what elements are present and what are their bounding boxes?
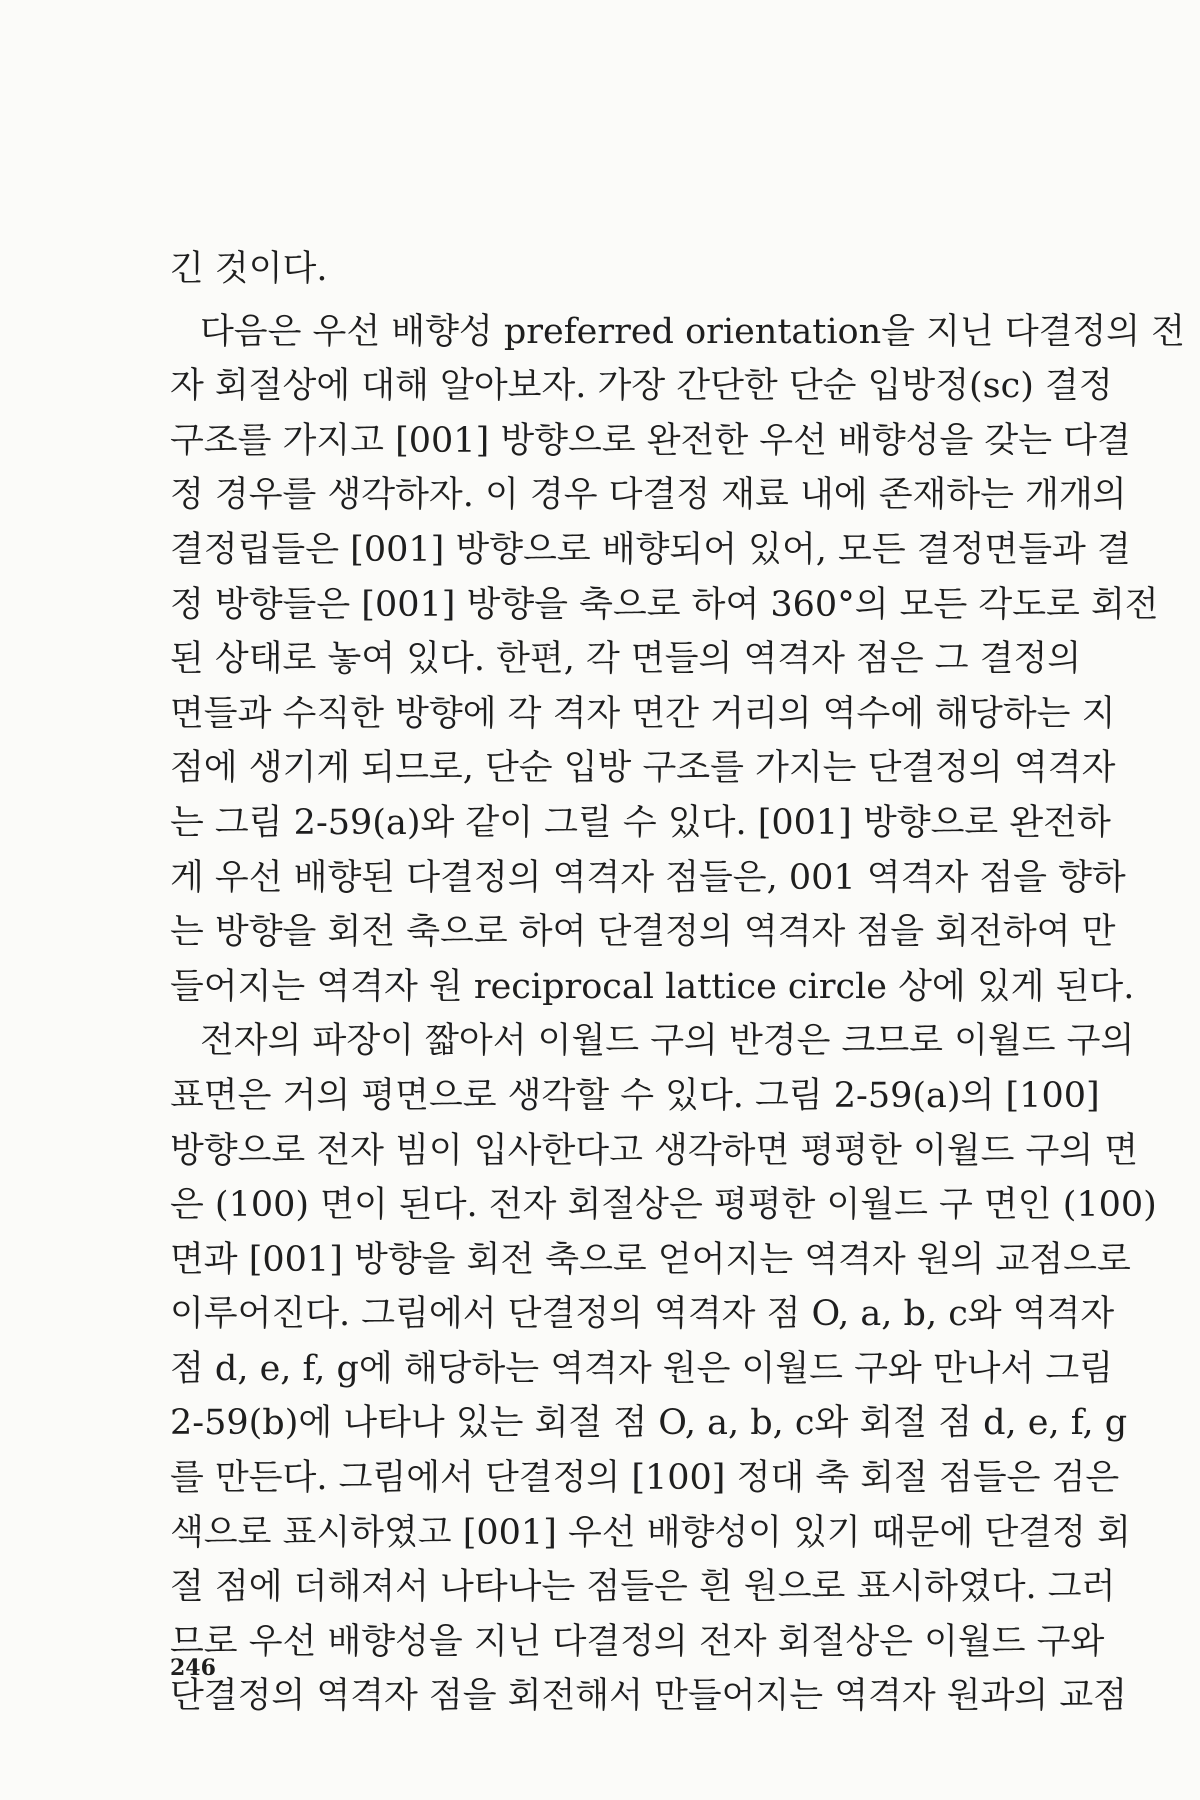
text-line: 구조를 가지고 [001] 방향으로 완전한 우선 배향성을 갖는 다결: [170, 420, 1131, 461]
text-line: 단결정의 역격자 점을 회전해서 만들어지는 역격자 원과의 교점: [170, 1676, 1127, 1717]
body-text: [170, 242, 1185, 1724]
text-line: 다음은 우선 배향성 preferred orientation을 지닌 다결정의 전: [200, 311, 1185, 352]
text-line: 점에 생기게 되므로, 단순 입방 구조를 가지는 단결정의 역격자: [170, 748, 1116, 789]
text-line: 색으로 표시하였고 [001] 우선 배향성이 있기 때문에 단결정 회: [170, 1512, 1131, 1553]
text-line: 된 상태로 놓여 있다. 한편, 각 면들의 역격자 점은 그 결정의: [170, 639, 1082, 680]
text-line: 들어지는 역격자 원 reciprocal lattice circle 상에 있게 된다.: [170, 966, 1135, 1007]
text-line: 정 경우를 생각하자. 이 경우 다결정 재료 내에 존재하는 개개의: [170, 475, 1127, 516]
text-line: 를 만든다. 그림에서 단결정의 [100] 정대 축 회절 점들은 검은: [170, 1458, 1120, 1499]
text-line: 게 우선 배향된 다결정의 역격자 점들은, 001 역격자 점을 향하: [170, 857, 1126, 898]
page-number: 246: [170, 1655, 216, 1681]
text-line: 방향으로 전자 빔이 입사한다고 생각하면 평평한 이월드 구의 면: [170, 1130, 1139, 1171]
text-line: 점 d, e, f, g에 해당하는 역격자 원은 이월드 구와 만나서 그림: [170, 1348, 1113, 1389]
text-line: 절 점에 더해져서 나타나는 점들은 흰 원으로 표시하였다. 그러: [170, 1567, 1116, 1608]
text-line: 긴 것이다.: [170, 249, 328, 289]
text-line: 자 회절상에 대해 알아보자. 가장 간단한 단순 입방정(sc) 결정: [170, 366, 1113, 407]
text-line: 므로 우선 배향성을 지닌 다결정의 전자 회절상은 이월드 구와: [170, 1621, 1105, 1662]
text-line: 면과 [001] 방향을 회전 축으로 얻어지는 역격자 원의 교점으로: [170, 1239, 1131, 1280]
text-line: 이루어진다. 그림에서 단결정의 역격자 점 O, a, b, c와 역격자: [170, 1294, 1115, 1335]
text-line: 는 그림 2-59(a)와 같이 그릴 수 있다. [001] 방향으로 완전하: [170, 802, 1111, 843]
text-line: 2-59(b)에 나타나 있는 회절 점 O, a, b, c와 회절 점 d, e, f, g: [170, 1403, 1128, 1444]
text-line: 전자의 파장이 짧아서 이월드 구의 반경은 크므로 이월드 구의: [200, 1021, 1135, 1062]
text-line: 표면은 거의 평면으로 생각할 수 있다. 그림 2-59(a)의 [100]: [170, 1075, 1100, 1116]
text-line: 는 방향을 회전 축으로 하여 단결정의 역격자 점을 회전하여 만: [170, 912, 1116, 953]
text-line: 정 방향들은 [001] 방향을 축으로 하여 360°의 모든 각도로 회전: [170, 584, 1159, 625]
text-line: 면들과 수직한 방향에 각 격자 면간 거리의 역수에 해당하는 지: [170, 693, 1116, 734]
text-line: 은 (100) 면이 된다. 전자 회절상은 평평한 이월드 구 면인 (100): [170, 1185, 1157, 1226]
text-line: 결정립들은 [001] 방향으로 배향되어 있어, 모든 결정면들과 결: [170, 529, 1131, 570]
